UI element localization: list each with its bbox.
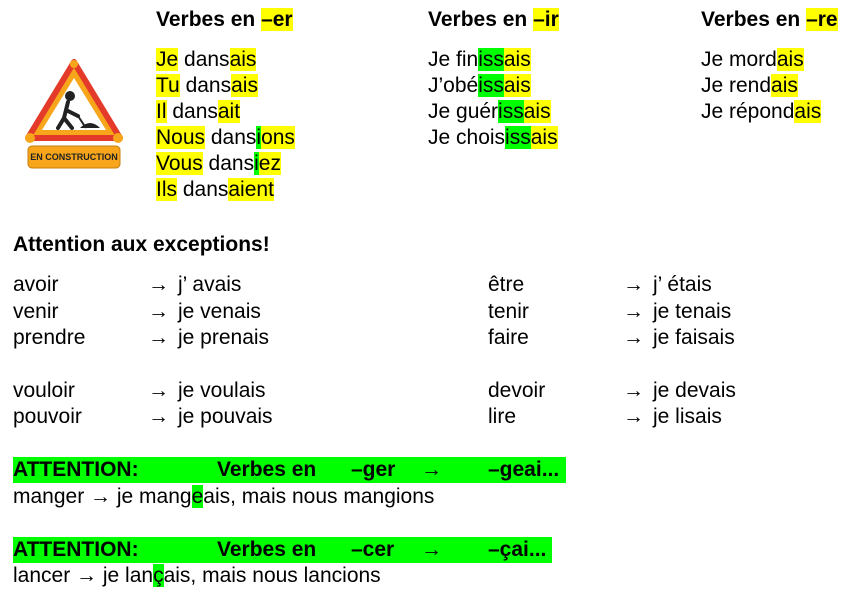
arrow-icon: → <box>623 326 644 349</box>
arrow-icon: → <box>148 405 169 428</box>
attention-cer-banner: ATTENTION: Verbes en –cer → –çai... <box>13 537 552 563</box>
header-ir: Verbes en –ir <box>428 8 559 31</box>
exceptions-title: Attention aux exceptions! <box>13 233 270 256</box>
ir-conjugation-list <box>428 47 558 151</box>
arrow-icon: → <box>148 300 169 323</box>
attention-ger-banner: ATTENTION: Verbes en –ger → –geai... <box>13 457 566 483</box>
er-line: Vous dansiez <box>156 152 281 175</box>
ir-line: J’obéissais <box>428 74 531 97</box>
attention-cer-example: lancer → je lançais, mais nous lancions <box>13 564 381 587</box>
arrow-icon: → <box>421 538 442 561</box>
er-line: Je dansais <box>156 48 257 71</box>
arrow-icon: → <box>148 273 169 296</box>
arrow-icon: → <box>623 405 644 428</box>
er-conjugation-list <box>156 47 295 203</box>
arrow-icon: → <box>421 458 442 481</box>
arrow-icon: → <box>623 273 644 296</box>
arrow-icon: → <box>148 379 169 402</box>
er-line: Tu dansais <box>156 74 258 97</box>
sign-label: EN CONSTRUCTION <box>30 152 118 162</box>
construction-sign <box>24 58 124 174</box>
er-line: Nous dansions <box>156 126 295 149</box>
arrow-icon: → <box>623 300 644 323</box>
arrow-icon: → <box>623 379 644 402</box>
re-line: Je rendais <box>701 74 798 97</box>
re-line: Je répondais <box>701 100 822 123</box>
re-conjugation-list <box>701 47 821 125</box>
attention-ger-example: manger → je mangeais, mais nous mangions <box>13 485 435 508</box>
header-er: Verbes en –er <box>156 8 293 31</box>
re-line: Je mordais <box>701 48 804 71</box>
ir-line: Je finissais <box>428 48 531 71</box>
ir-line: Je guérissais <box>428 100 551 123</box>
er-line: Il dansait <box>156 100 241 123</box>
er-line: Ils dansaient <box>156 178 274 201</box>
ir-line: Je choisissais <box>428 126 558 149</box>
header-re: Verbes en –re <box>701 8 838 31</box>
arrow-icon: → <box>148 326 169 349</box>
